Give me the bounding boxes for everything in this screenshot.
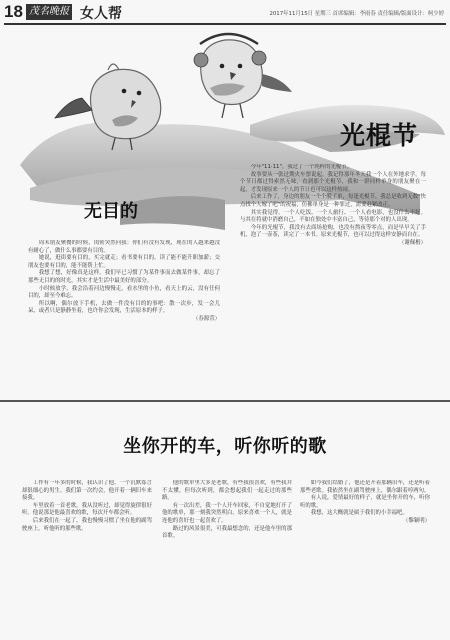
- newspaper-logo: 茂名晚报: [26, 4, 72, 20]
- paragraph: 小时候放学，我会沿着河边慢慢走，看水里的小鱼，看天上的云，没有任何目的，却至今难忘。: [28, 285, 220, 300]
- paragraph: 车里放着一首老歌，我从没听过，却觉得旋律很好听。他说那是他最喜欢的歌，每次开车都会听。: [22, 502, 152, 517]
- paragraph: 其实我觉得，一个人吃饭、一个人旅行、一个人看电影，也没什么不好。与其在将就中消磨自己，不如在独处中丰富自己，等待那个对的人出现。: [240, 209, 426, 224]
- paragraph: 工作有一年多的时候，我认识了他，一个沉默寡言却很细心的男生。我们第一次约会，他开着一辆旧车来接我。: [22, 480, 152, 502]
- page-header: [0, 0, 450, 24]
- paragraph: 他的歌单里大多是老歌，有些我很喜欢，有些我并不太懂，但每次听到，都会想起我们一起走过的那些路。: [162, 480, 292, 502]
- paragraph: 后来我们在一起了，我也慢慢习惯了坐在他的副驾驶座上，听他听的那些歌。: [22, 517, 152, 532]
- author-byline: （谢佩楷）: [399, 239, 426, 246]
- article-title-guanggun: 光棍节: [340, 121, 419, 150]
- paragraph: 我想了想，好像真是这样。我们早已习惯了为某件事而去做某件事，却忘了那些无目的的时光，其实才是生活中最美好的部分。: [28, 270, 220, 284]
- article-column-2: [162, 480, 292, 638]
- section-divider: [0, 400, 450, 402]
- paragraph: 所以啊，偶尔放下手机，去做一件没有目的的事吧：散一次步，发一会儿呆，或者只是静静坐着，也许你会发现，生活原本的样子。: [28, 300, 220, 315]
- article-body-guanggun: [240, 164, 426, 370]
- paragraph: 后来工作了，身边的朋友一个个脱了单，每逢光棍节，我总是收到无数"快点找个人嫁了吧"的祝福，仿佛单身是一种罪过，需要赶紧改正。: [240, 194, 426, 208]
- right-bird-icon: [194, 34, 292, 118]
- author-byline: （春源萱）: [193, 315, 220, 322]
- paragraph: 有一次出差，我一个人开车回家，不自觉地打开了他的歌单，那一刻我突然明白，原来喜欢一个人，就是连他的喜好也一起喜欢了。: [162, 502, 292, 524]
- article-column-1: [22, 480, 152, 638]
- section-title: 女人帮: [80, 6, 122, 22]
- author-byline: （黎颖明）: [403, 517, 430, 524]
- page-number: 18: [4, 2, 23, 21]
- article-column-3: [300, 480, 430, 638]
- article-title-wumude: 无目的: [84, 201, 138, 222]
- paragraph: 有人说，爱情最好的样子，就是坐你开的车，听你听的歌。: [300, 495, 430, 509]
- issue-meta: 2017年11月15日 星期三 首席编辑：李雨春 责任编辑/版面设计：柯少婷: [269, 11, 444, 17]
- paragraph: 周末朋友聚餐的时候，闺密突然问我：你们有没有发现，现在的人越来越没有耐心了，做什么事都要有目的。: [28, 240, 220, 254]
- paragraph: 如今我们结婚了，他还是开着那辆旧车，还是听着那些老歌。我依然坐在副驾驶座上，偶尔跟着哼两句。: [300, 480, 430, 494]
- paragraph: 故事要从一张过期火车票说起，我记得那年冬天我一个人在外地求学，每个节日都过得索然无味，直到那个光棍节，我和一群同样单身的朋友聚在一起，才发现原来一个人的节日也可以这样热闹。: [240, 171, 426, 193]
- paragraph: 我想，这大概就是属于我们的小幸福吧。: [310, 510, 408, 517]
- header-rule: [4, 23, 446, 25]
- paragraph: 今年的光棍节，我没有去商场抢购，也没有熬夜等零点，而是早早关了手机，泡了一壶茶，读完了一本书。原来光棍节，也可以过得这样安静而自在。: [240, 224, 426, 239]
- paragraph: 今年"11·11"，我过了一个纯粹的光棍节。: [250, 164, 353, 170]
- paragraph: 她说，逛街要有目的，买完就走；看书要有目的，读了能不能升职加薪；交朋友也要有目的，能不能帮上忙。: [28, 255, 220, 269]
- paragraph: 路过的风景很美，可我最想念的，还是他车里的那首歌。: [162, 525, 292, 540]
- article-headline-song: 坐你开的车，听你听的歌: [123, 436, 327, 457]
